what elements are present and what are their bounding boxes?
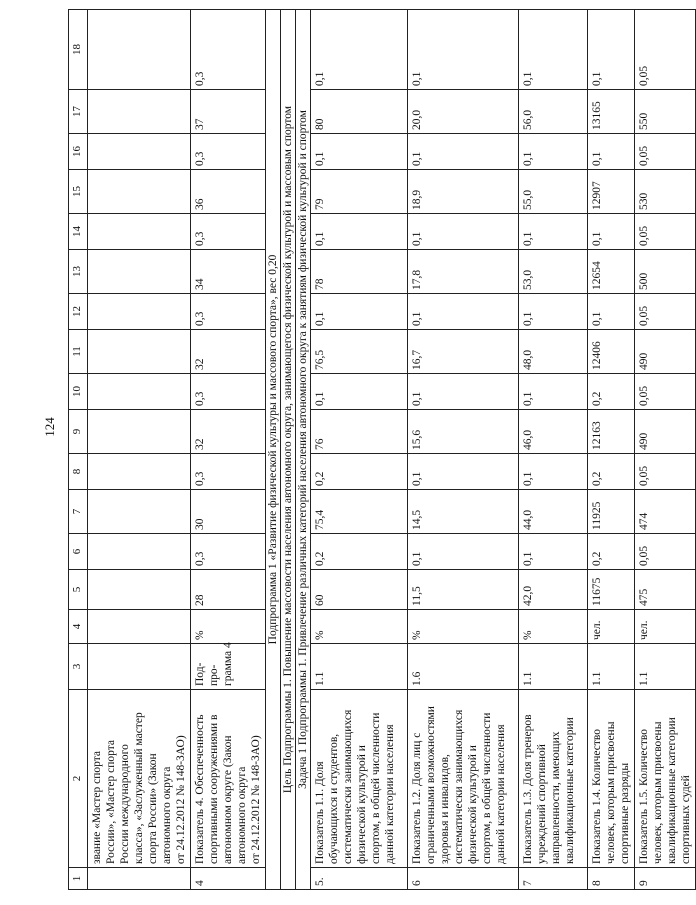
indicator-name-line: физической культурой и — [467, 745, 479, 864]
column-number-cell: 10 — [69, 374, 88, 410]
section-title: Подпрограмма 1 «Развитие физической культуры и массового спорта», вес 0,20 — [266, 10, 281, 890]
indicator-name-line: учреждений спортивной — [536, 744, 548, 864]
column-number-cell: 12 — [69, 294, 88, 330]
table-cell: 48,0 — [519, 330, 588, 374]
table-cell: 0,1 — [519, 134, 588, 170]
indicator-name-line: Показатель 1.3. Доля тренеров — [522, 714, 534, 864]
table-cell: 1.1 — [519, 644, 588, 690]
table-cell: % — [408, 610, 519, 644]
indicator-name-line: автономного округа — [236, 766, 248, 864]
table-cell: 60 — [311, 570, 408, 610]
column-number-cell: 1 — [69, 868, 88, 890]
table-cell: 75,4 — [311, 490, 408, 534]
column-number-cell: 11 — [69, 330, 88, 374]
table-cell: 13165 — [588, 90, 635, 134]
column-number-cell: 2 — [69, 690, 88, 868]
indicator-name-cell — [635, 690, 696, 868]
table-cell: 0,05 — [635, 214, 696, 250]
column-number-cell: 18 — [69, 10, 88, 90]
table-cell — [88, 610, 191, 644]
table-cell: 0,05 — [635, 454, 696, 490]
table-cell: 11,5 — [408, 570, 519, 610]
indicator-name-line: здоровья и инвалидов, — [439, 754, 451, 864]
table-cell — [88, 10, 191, 90]
table-cell: 1.6 — [408, 644, 519, 690]
table-cell: 0,1 — [408, 134, 519, 170]
table-cell: 79 — [311, 170, 408, 214]
indicator-name-line: спорта России» (Закон — [147, 753, 159, 864]
table-cell: 0,3 — [191, 374, 266, 410]
table-cell — [88, 250, 191, 294]
indicator-name-cell — [88, 690, 191, 868]
indicator-name-cell — [588, 690, 635, 868]
indicator-name-line: автономном округе (Закон — [222, 735, 234, 864]
table-cell: 76 — [311, 410, 408, 454]
table-cell: 500 — [635, 250, 696, 294]
table-cell: 32 — [191, 330, 266, 374]
table-row — [408, 10, 519, 890]
indicator-name-line: Показатель 1.1. Доля — [314, 761, 326, 864]
table-cell: 0,1 — [519, 374, 588, 410]
table-cell: 76,5 — [311, 330, 408, 374]
table-cell: 0,05 — [635, 134, 696, 170]
column-number-row — [69, 10, 88, 890]
table-cell: 12654 — [588, 250, 635, 294]
table-cell: 18,9 — [408, 170, 519, 214]
indicator-name-line: человек, которым присвоены — [605, 721, 617, 864]
table-cell: 80 — [311, 90, 408, 134]
table-cell: 0,1 — [311, 214, 408, 250]
table-cell: 0,1 — [311, 134, 408, 170]
rotated-table-wrapper — [68, 10, 692, 890]
indicator-name-line: России международного — [119, 744, 131, 864]
table-cell: 30 — [191, 490, 266, 534]
table-cell: 42,0 — [519, 570, 588, 610]
table-cell — [88, 868, 191, 890]
table-cell: 78 — [311, 250, 408, 294]
table-cell: 0,3 — [191, 534, 266, 570]
table-cell: 9 — [635, 868, 696, 890]
indicator-name-line: спортивные разряды — [619, 762, 631, 864]
section-row — [266, 10, 281, 890]
indicator-name-line: квалификационные категории — [666, 717, 678, 864]
table-cell — [88, 410, 191, 454]
column-number-cell: 9 — [69, 410, 88, 454]
table-cell — [88, 534, 191, 570]
table-cell: 15,6 — [408, 410, 519, 454]
table-cell: 6 — [408, 868, 519, 890]
table-cell: чел. — [588, 610, 635, 644]
table-cell: 0,3 — [191, 10, 266, 90]
section-title: Задача 1 Подпрограммы 1. Привлечение различных категорий населения автономного округа к занятиям физической культурой и спортом — [296, 10, 311, 890]
table-cell: 0,05 — [635, 294, 696, 330]
table-cell: Под- про- грамма 4 — [191, 644, 266, 690]
indicator-name-line: спортом, в общей численности — [481, 712, 493, 864]
table-cell: 28 — [191, 570, 266, 610]
table-cell: 0,2 — [311, 454, 408, 490]
table-cell: 0,2 — [588, 374, 635, 410]
table-cell: 0,1 — [519, 214, 588, 250]
indicator-name-line: Показатель 4. Обеспеченность — [194, 714, 206, 864]
table-cell: 0,05 — [635, 534, 696, 570]
table-cell: 56,0 — [519, 90, 588, 134]
table-cell — [88, 170, 191, 214]
table-cell: 37 — [191, 90, 266, 134]
column-number-cell: 6 — [69, 534, 88, 570]
table-cell: 0,1 — [408, 534, 519, 570]
table-cell — [88, 490, 191, 534]
indicator-name-line: направленности, имеющих — [550, 731, 562, 864]
table-cell: 12406 — [588, 330, 635, 374]
indicator-name-line: России», «Мастер спорта — [105, 740, 117, 864]
table-cell: 0,1 — [311, 10, 408, 90]
table-cell: 12163 — [588, 410, 635, 454]
table-cell: 0,1 — [588, 10, 635, 90]
table-row — [311, 10, 408, 890]
column-number-cell: 4 — [69, 610, 88, 644]
table-cell: 46,0 — [519, 410, 588, 454]
table-cell: 490 — [635, 330, 696, 374]
indicator-name-cell — [311, 690, 408, 868]
table-cell: 11925 — [588, 490, 635, 534]
indicator-name-line: от 24.12.2012 № 148-ЗАО) — [175, 735, 187, 864]
indicator-name-line: человек, которым присвоены — [652, 721, 664, 864]
table-cell: 0,1 — [408, 374, 519, 410]
table-cell: 0,3 — [191, 294, 266, 330]
table-cell: 530 — [635, 170, 696, 214]
table-cell — [88, 90, 191, 134]
table-cell: 55,0 — [519, 170, 588, 214]
indicator-name-line: спортивных судей — [680, 775, 692, 864]
table-cell: 53,0 — [519, 250, 588, 294]
table-cell: 14,5 — [408, 490, 519, 534]
table-cell — [88, 644, 191, 690]
table-cell: 7 — [519, 868, 588, 890]
table-cell: 0,1 — [519, 454, 588, 490]
table-cell: 0,2 — [588, 454, 635, 490]
indicator-name-line: от 24.12.2012 № 148-ЗАО) — [250, 735, 262, 864]
section-row — [281, 10, 296, 890]
table-cell: 0,1 — [408, 454, 519, 490]
column-number-cell: 17 — [69, 90, 88, 134]
table-cell: 0,1 — [519, 294, 588, 330]
indicator-name-line: обучающихся и студентов, — [328, 733, 340, 864]
table-cell: 8 — [588, 868, 635, 890]
table-cell: 0,1 — [519, 534, 588, 570]
table-cell: % — [311, 610, 408, 644]
table-cell: чел. — [635, 610, 696, 644]
table-cell: 0,05 — [635, 10, 696, 90]
table-cell: 0,1 — [519, 10, 588, 90]
table-cell: 0,3 — [191, 214, 266, 250]
column-number-cell: 8 — [69, 454, 88, 490]
indicator-name-line: квалификационные категории — [564, 717, 576, 864]
table-cell: 0,2 — [588, 534, 635, 570]
column-number-cell: 7 — [69, 490, 88, 534]
table-cell: % — [191, 610, 266, 644]
indicator-name-line: автономного округа — [161, 766, 173, 864]
table-cell: 1.1 — [311, 644, 408, 690]
table-cell: 20,0 — [408, 90, 519, 134]
table-cell: 0,1 — [408, 10, 519, 90]
column-number-cell: 5 — [69, 570, 88, 610]
indicator-name-line: ограниченными возможностями — [425, 706, 437, 864]
table-cell — [88, 374, 191, 410]
table-cell: 0,1 — [311, 374, 408, 410]
table-cell: 0,1 — [588, 294, 635, 330]
column-number-cell: 13 — [69, 250, 88, 294]
table-cell: 0,1 — [588, 134, 635, 170]
table-cell: 32 — [191, 410, 266, 454]
table-row — [191, 10, 266, 890]
indicator-name-line: физической культурой и — [356, 745, 368, 864]
table-cell — [88, 294, 191, 330]
table-cell: 0,3 — [191, 134, 266, 170]
indicator-name-line: Показатель 1.5. Количество — [638, 728, 650, 864]
table-cell: 0,1 — [311, 294, 408, 330]
indicator-name-line: систематически занимающихся — [342, 709, 354, 864]
table-cell: 0,1 — [588, 214, 635, 250]
table-cell: 490 — [635, 410, 696, 454]
table-cell: 17,8 — [408, 250, 519, 294]
column-number-cell: 3 — [69, 644, 88, 690]
table-row — [519, 10, 588, 890]
indicator-name-line: Показатель 1.4. Количество — [591, 728, 603, 864]
section-title: Цель Подпрограммы 1. Повышение массовости населения автономного округа, занимающегося физической культурой и массовым спортом — [281, 10, 296, 890]
table-cell: 5. — [311, 868, 408, 890]
indicator-name-line: спортивными сооружениями в — [208, 714, 220, 864]
table-cell: 474 — [635, 490, 696, 534]
indicator-name-line: систематически занимающихся — [453, 709, 465, 864]
table-row — [635, 10, 696, 890]
table-cell — [88, 454, 191, 490]
table-cell — [88, 134, 191, 170]
table-cell: 475 — [635, 570, 696, 610]
table-cell: 34 — [191, 250, 266, 294]
column-number-cell: 15 — [69, 170, 88, 214]
table-row — [588, 10, 635, 890]
indicators-table — [68, 9, 696, 890]
indicator-name-line: звание «Мастер спорта — [91, 750, 103, 864]
section-row — [296, 10, 311, 890]
table-cell: % — [519, 610, 588, 644]
table-cell — [88, 330, 191, 374]
indicator-name-line: Показатель 1.2. Доля лиц с — [411, 732, 423, 864]
table-cell: 0,1 — [408, 214, 519, 250]
indicator-name-line: спортом, в общей численности — [370, 712, 382, 864]
table-cell: 4 — [191, 868, 266, 890]
table-row — [88, 10, 191, 890]
indicator-name-cell — [519, 690, 588, 868]
table-cell: 1.1 — [635, 644, 696, 690]
table-cell: 36 — [191, 170, 266, 214]
table-cell: 44,0 — [519, 490, 588, 534]
indicator-name-line: данной категории населения — [384, 724, 396, 864]
table-cell: 0,05 — [635, 374, 696, 410]
table-cell: 16,7 — [408, 330, 519, 374]
table-cell — [88, 570, 191, 610]
table-cell: 0,1 — [408, 294, 519, 330]
table-cell: 550 — [635, 90, 696, 134]
table-cell — [88, 214, 191, 250]
indicator-name-cell — [408, 690, 519, 868]
column-number-cell: 14 — [69, 214, 88, 250]
column-number-cell: 16 — [69, 134, 88, 170]
indicator-name-line: класса», «Заслуженный мастер — [133, 712, 145, 864]
table-cell: 12907 — [588, 170, 635, 214]
indicator-name-line: данной категории населения — [495, 724, 507, 864]
table-cell: 1.1 — [588, 644, 635, 690]
table-cell: 0,2 — [311, 534, 408, 570]
table-cell: 11675 — [588, 570, 635, 610]
indicator-name-cell — [191, 690, 266, 868]
table-cell: 0,3 — [191, 454, 266, 490]
